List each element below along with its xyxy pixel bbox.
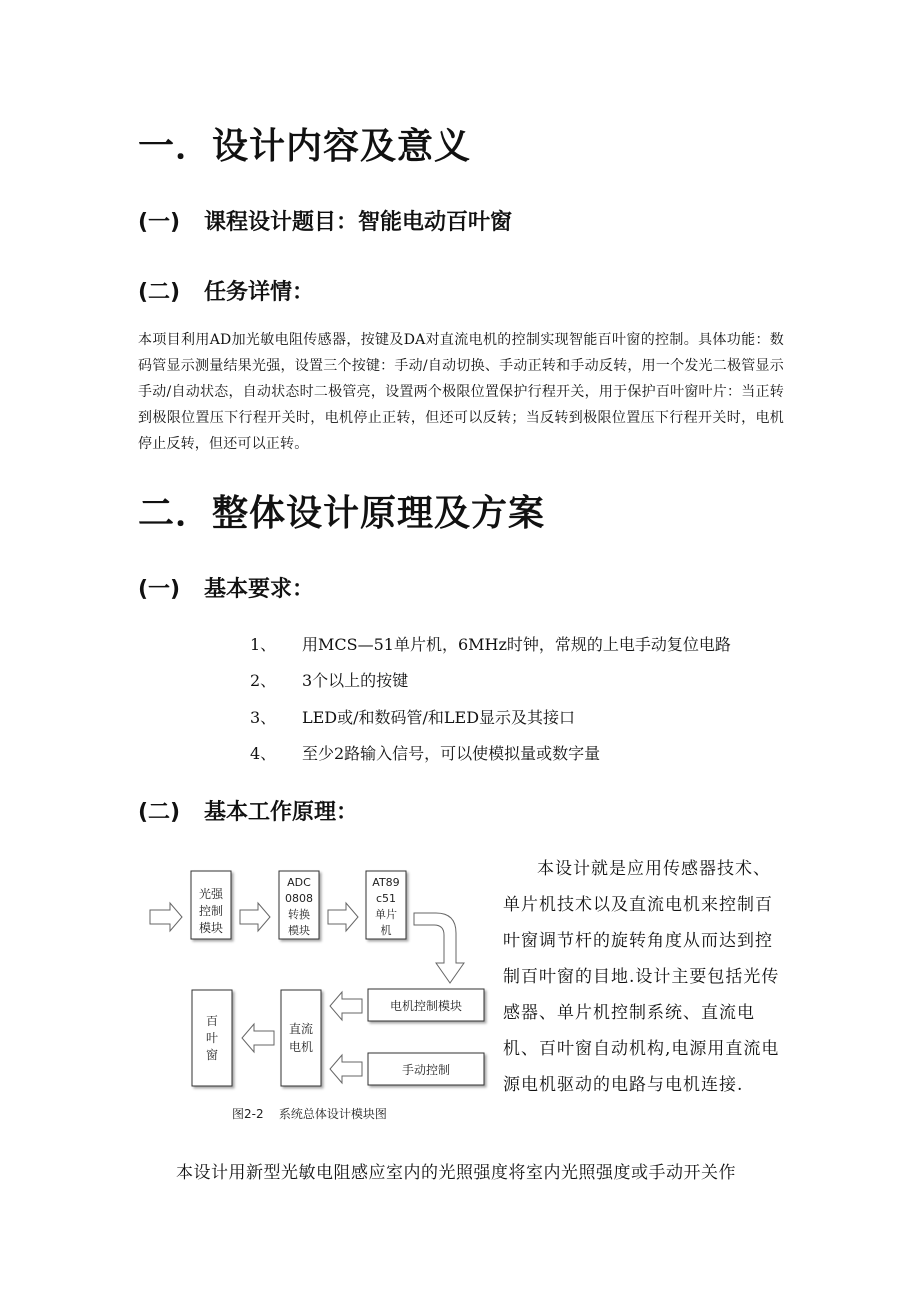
input-arrow-icon bbox=[150, 903, 182, 931]
blind-box bbox=[192, 990, 232, 1086]
requirement-text: LED或/和数码管/和LED显示及其接口 bbox=[302, 708, 576, 727]
adc-box-line: 转换 bbox=[288, 908, 310, 921]
requirement-num: 4、 bbox=[250, 744, 277, 763]
requirement-num: 2、 bbox=[250, 671, 277, 690]
light-box-line: 模块 bbox=[198, 921, 224, 935]
section1-sub2-text: 任务详情： bbox=[204, 280, 315, 305]
adc-box bbox=[279, 871, 319, 939]
bent-arrow-down-icon bbox=[414, 913, 464, 983]
side-paragraph: 本设计就是应用传感器技术、单片机技术以及直流电机来控制百叶窗调节杆的旋转角度从而达到控制百叶窗的目地.设计主要包括光传感器、单片机控制系统、直流电机、百叶窗自动机构,电源用直流电源电机驱动的电路与电机连接. bbox=[503, 859, 780, 1095]
requirement-item bbox=[250, 741, 600, 764]
section2-title: 二．整体设计原理及方案 bbox=[138, 493, 546, 534]
requirement-item bbox=[250, 705, 575, 728]
requirement-item bbox=[250, 632, 731, 655]
dc-motor-line: 电机 bbox=[288, 1040, 314, 1054]
mcu-box-line: c51 bbox=[375, 892, 397, 905]
mcu-box-line: 单片 bbox=[375, 908, 397, 921]
requirement-num: 3、 bbox=[250, 708, 277, 727]
task-paragraph: 本项目利用AD加光敏电阻传感器，按键及DA对直流电机的控制实现智能百叶窗的控制。具体功能：数码管显示测量结果光强，设置三个按键：手动/自动切换、手动正转和手动反转，用一个发光二极管显示手动/自动状态，自动状态时二极管亮，设置两个极限位置保护行程开关，用于保护百叶窗叶片：当正转到极限位置压下行程开关时，电机停止正转，但还可以反转；当反转到极限位置压下行程开关时，电机停止反转，但还可以正转。 bbox=[138, 332, 784, 452]
light-box-line: 控制 bbox=[198, 904, 224, 918]
section2-sub2-num: (二) bbox=[138, 800, 181, 825]
blind-box-line: 叶 bbox=[205, 1031, 219, 1045]
section1-sub2 bbox=[138, 275, 314, 306]
requirement-text: 至少2路输入信号，可以使模拟量或数字量 bbox=[302, 744, 601, 763]
dc-motor-box bbox=[281, 990, 321, 1086]
arrow-right-icon bbox=[240, 903, 270, 931]
adc-box-line: 模块 bbox=[288, 924, 310, 937]
section2-sub1 bbox=[138, 572, 314, 603]
section2-sub2-text: 基本工作原理： bbox=[204, 800, 359, 825]
section1-sub1-text: 课程设计题目：智能电动百叶窗 bbox=[204, 210, 513, 235]
requirement-text: 用MCS—51单片机，6MHz时钟，常规的上电手动复位电路 bbox=[302, 635, 731, 654]
section1-sub1 bbox=[138, 205, 512, 236]
diagram-caption: 图2-2 系统总体设计模块图 bbox=[232, 1107, 387, 1121]
section2-sub1-text: 基本要求： bbox=[204, 577, 315, 602]
light-box-line: 光强 bbox=[198, 887, 224, 901]
requirement-text: 3个以上的按键 bbox=[302, 671, 409, 690]
adc-box-line: 0808 bbox=[285, 892, 313, 905]
arrow-left-icon bbox=[242, 1024, 274, 1052]
motor-control-box bbox=[368, 989, 484, 1021]
manual-control-box bbox=[368, 1053, 484, 1085]
bottom-paragraph: 本设计用新型光敏电阻感应室内的光照强度将室内光照强度或手动开关作 bbox=[176, 1163, 736, 1183]
section1-sub2-num: (二) bbox=[138, 280, 181, 305]
light-control-box bbox=[191, 871, 231, 939]
section2-sub2 bbox=[138, 795, 358, 826]
system-block-diagram bbox=[140, 855, 500, 1135]
mcu-box bbox=[366, 871, 406, 939]
arrow-right-icon bbox=[328, 903, 358, 931]
arrow-left-icon bbox=[330, 1055, 362, 1083]
section1-sub1-num: (一) bbox=[138, 210, 181, 235]
manual-control-label: 手动控制 bbox=[401, 1063, 451, 1077]
blind-box-line: 百 bbox=[205, 1014, 219, 1028]
mcu-box-line: AT89 bbox=[372, 876, 400, 889]
blind-box-line: 窗 bbox=[205, 1048, 219, 1062]
dc-motor-line: 直流 bbox=[288, 1022, 314, 1036]
requirement-num: 1、 bbox=[250, 635, 277, 654]
adc-box-line: ADC bbox=[287, 876, 311, 889]
section2-sub1-num: (一) bbox=[138, 577, 181, 602]
arrow-left-icon bbox=[330, 992, 362, 1020]
section1-title: 一．设计内容及意义 bbox=[138, 126, 472, 167]
motor-control-label: 电机控制模块 bbox=[389, 999, 463, 1013]
requirement-item bbox=[250, 668, 408, 691]
mcu-box-line: 机 bbox=[380, 924, 392, 937]
